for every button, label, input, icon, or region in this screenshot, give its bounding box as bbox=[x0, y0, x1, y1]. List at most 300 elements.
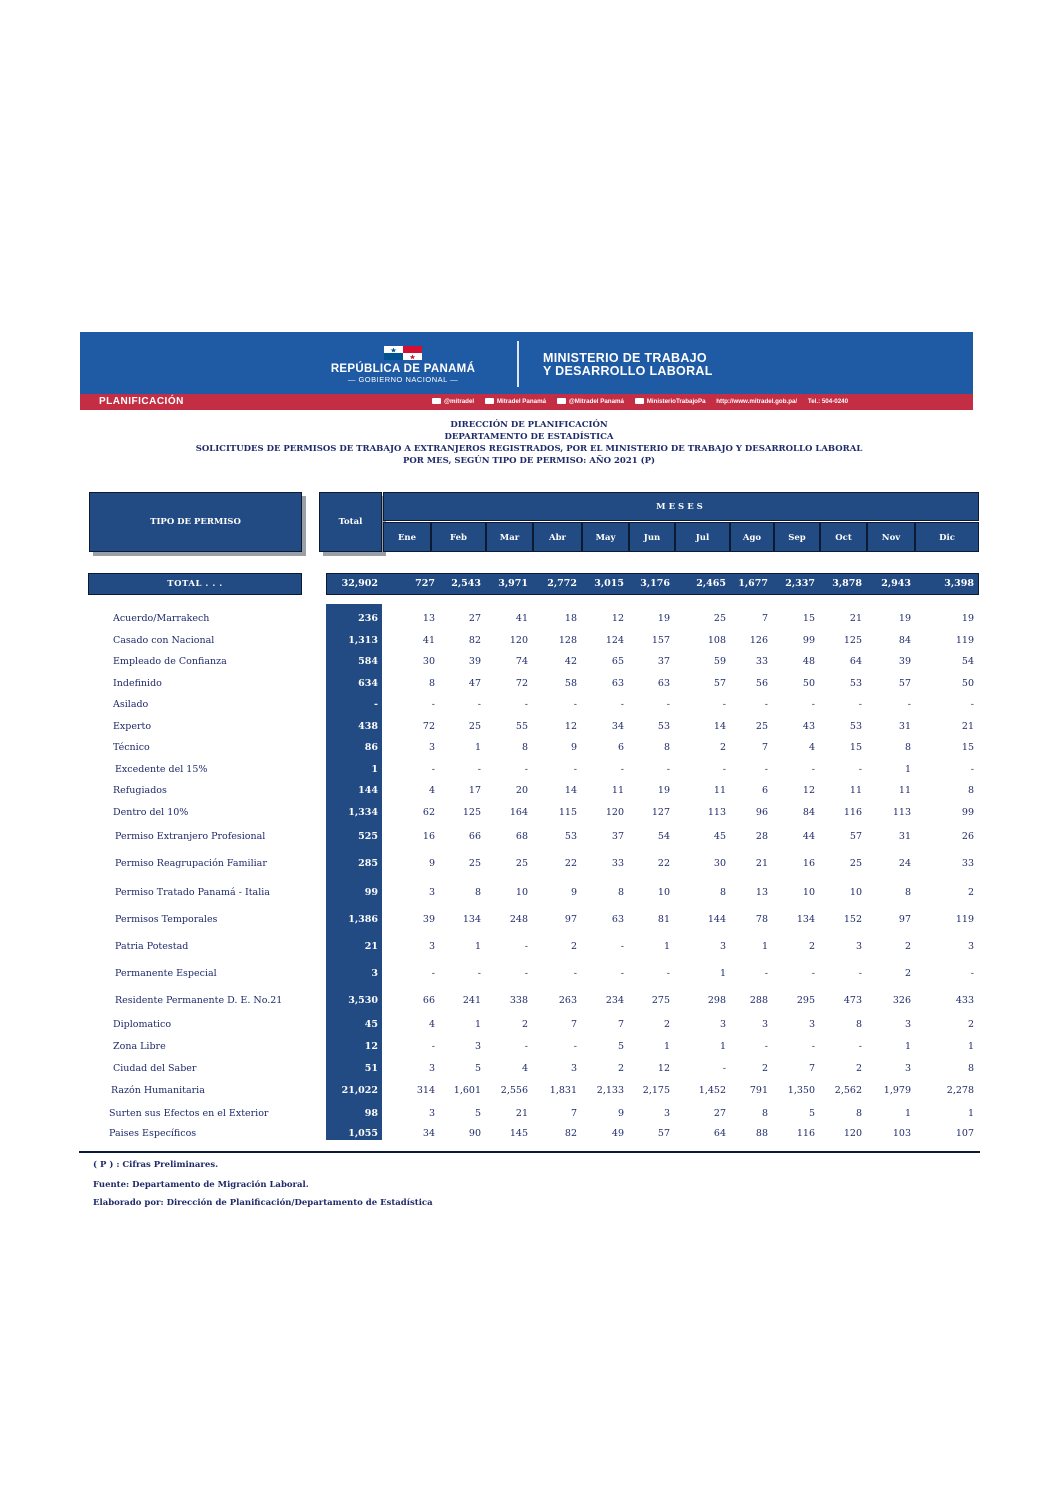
row-value-mar: 25 bbox=[515, 858, 528, 869]
row-value-nov: 1,979 bbox=[883, 1085, 911, 1096]
social-instagram bbox=[557, 398, 624, 405]
row-value-feb: 5 bbox=[474, 1063, 481, 1074]
row-value-ago: 1 bbox=[761, 941, 768, 952]
row-value-abr: 53 bbox=[564, 831, 577, 842]
row-value-sep: 2 bbox=[808, 941, 815, 952]
row-value-dic: 26 bbox=[961, 831, 974, 842]
row-value-sep: 10 bbox=[802, 887, 815, 898]
row-value-jun: - bbox=[666, 968, 670, 979]
row-value-may: 5 bbox=[617, 1041, 624, 1052]
row-value-feb: 17 bbox=[468, 785, 481, 796]
social-twitter bbox=[432, 398, 474, 405]
total-row-dic: 3,398 bbox=[944, 578, 974, 589]
row-value-jul: 59 bbox=[713, 656, 726, 667]
row-value-may: 33 bbox=[611, 858, 624, 869]
row-value-jul: 2 bbox=[719, 742, 726, 753]
row-value-oct: 8 bbox=[855, 1108, 862, 1119]
row-value-ene: 3 bbox=[428, 1063, 435, 1074]
row-value-sep: 15 bbox=[802, 613, 815, 624]
row-value-nov: 1 bbox=[904, 1108, 911, 1119]
row-value-ene: 4 bbox=[428, 1019, 435, 1030]
row-value-jul: 113 bbox=[707, 807, 726, 818]
row-value-sep: - bbox=[811, 1041, 815, 1052]
row-label: Experto bbox=[113, 721, 152, 732]
month-header-jun: Jun bbox=[629, 522, 675, 552]
row-value-feb: 3 bbox=[474, 1041, 481, 1052]
heading-department: DEPARTAMENTO DE ESTADÍSTICA bbox=[444, 432, 614, 442]
row-value-ene: 314 bbox=[416, 1085, 435, 1096]
month-header-abr: Abr bbox=[533, 522, 582, 552]
row-value-feb: - bbox=[477, 699, 481, 710]
row-label: Residente Permanente D. E. No.21 bbox=[115, 995, 283, 1006]
heading-subtitle: POR MES, SEGÚN TIPO DE PERMISO: AÑO 2021 (P) bbox=[402, 456, 656, 466]
row-value-nov: 8 bbox=[904, 742, 911, 753]
row-value-mar: - bbox=[524, 699, 528, 710]
row-value-ago: 6 bbox=[761, 785, 768, 796]
social-facebook bbox=[485, 398, 546, 405]
row-value-nov: 113 bbox=[892, 807, 911, 818]
row-value-sep: 50 bbox=[802, 678, 815, 689]
heading-title: SOLICITUDES DE PERMISOS DE TRABAJO A EXTRANJEROS REGISTRADOS, POR EL MINISTERIO DE TRABAJO Y DESARROLLO LABORAL bbox=[195, 444, 863, 454]
section-strip bbox=[80, 394, 973, 410]
row-label: Excedente del 15% bbox=[115, 764, 208, 775]
row-value-may: 120 bbox=[605, 807, 624, 818]
row-value-jun: 81 bbox=[657, 914, 670, 925]
row-value-ene: 3 bbox=[428, 1108, 435, 1119]
row-value-abr: 115 bbox=[558, 807, 577, 818]
row-value-may: 234 bbox=[605, 995, 624, 1006]
row-value-nov: 11 bbox=[898, 785, 911, 796]
row-total: 285 bbox=[358, 858, 378, 869]
table-bottom-rule bbox=[79, 1151, 980, 1153]
row-value-jun: 157 bbox=[651, 635, 670, 646]
row-value-abr: 58 bbox=[564, 678, 577, 689]
row-label: Permiso Tratado Panamá - Italia bbox=[115, 887, 270, 898]
row-value-ago: - bbox=[764, 699, 768, 710]
row-value-jun: 275 bbox=[651, 995, 670, 1006]
row-value-abr: - bbox=[573, 764, 577, 775]
row-label: Permiso Reagrupación Familiar bbox=[115, 858, 267, 869]
row-value-mar: 41 bbox=[515, 613, 528, 624]
row-value-oct: 2 bbox=[855, 1063, 862, 1074]
ministry-line-1: MINISTERIO DE TRABAJO bbox=[543, 351, 707, 365]
row-value-feb: - bbox=[477, 764, 481, 775]
row-value-dic: 50 bbox=[961, 678, 974, 689]
row-value-dic: 54 bbox=[961, 656, 974, 667]
row-value-may: 34 bbox=[611, 721, 624, 732]
row-label: Casado con Nacional bbox=[113, 635, 215, 646]
row-value-ene: 62 bbox=[422, 807, 435, 818]
row-value-oct: 57 bbox=[849, 831, 862, 842]
row-value-oct: 64 bbox=[849, 656, 862, 667]
row-label: Zona Libre bbox=[113, 1041, 166, 1052]
row-value-jun: 53 bbox=[657, 721, 670, 732]
header-banner bbox=[80, 332, 973, 394]
row-value-jun: 1 bbox=[663, 941, 670, 952]
row-total: 1,313 bbox=[348, 635, 378, 646]
row-value-dic: 15 bbox=[961, 742, 974, 753]
section-label: PLANIFICACIÓN bbox=[99, 396, 184, 407]
row-value-dic: 107 bbox=[955, 1128, 974, 1139]
row-value-feb: 82 bbox=[468, 635, 481, 646]
total-row-mar: 3,971 bbox=[498, 578, 528, 589]
total-row-jul: 2,465 bbox=[696, 578, 726, 589]
row-value-may: 37 bbox=[611, 831, 624, 842]
row-value-oct: 53 bbox=[849, 721, 862, 732]
row-value-nov: 39 bbox=[898, 656, 911, 667]
row-value-mar: 10 bbox=[515, 887, 528, 898]
row-value-dic: 3 bbox=[967, 941, 974, 952]
row-value-oct: 11 bbox=[849, 785, 862, 796]
social-web: http://www.mitradel.gob.pa/ bbox=[716, 398, 798, 405]
row-value-oct: 152 bbox=[843, 914, 862, 925]
total-row-abr: 2,772 bbox=[547, 578, 577, 589]
row-value-dic: 2 bbox=[967, 1019, 974, 1030]
row-value-mar: 164 bbox=[509, 807, 528, 818]
row-value-jun: 19 bbox=[657, 613, 670, 624]
row-total: 21 bbox=[364, 941, 378, 952]
row-label: Paises Específicos bbox=[109, 1128, 197, 1139]
total-row-oct: 3,878 bbox=[832, 578, 862, 589]
row-value-ago: - bbox=[764, 968, 768, 979]
month-header-ago: Ago bbox=[730, 522, 774, 552]
row-value-dic: 119 bbox=[955, 635, 974, 646]
row-value-feb: 1 bbox=[474, 1019, 481, 1030]
row-label: Empleado de Confianza bbox=[113, 656, 227, 667]
row-value-jun: 3 bbox=[663, 1108, 670, 1119]
row-value-mar: - bbox=[524, 1041, 528, 1052]
row-value-sep: 16 bbox=[802, 858, 815, 869]
row-value-jul: 45 bbox=[713, 831, 726, 842]
row-value-feb: 66 bbox=[468, 831, 481, 842]
row-label: Surten sus Efectos en el Exterior bbox=[109, 1108, 269, 1119]
row-value-ago: 21 bbox=[755, 858, 768, 869]
row-value-jun: 8 bbox=[663, 742, 670, 753]
row-total: - bbox=[374, 699, 378, 710]
row-total: 45 bbox=[364, 1019, 378, 1030]
republic-name: REPÚBLICA DE PANAMÁ bbox=[330, 363, 476, 375]
row-value-abr: 22 bbox=[564, 858, 577, 869]
row-value-sep: 3 bbox=[808, 1019, 815, 1030]
row-value-jul: 11 bbox=[713, 785, 726, 796]
ministry-name bbox=[543, 352, 713, 378]
row-value-nov: 1 bbox=[904, 1041, 911, 1052]
row-value-jul: 57 bbox=[713, 678, 726, 689]
row-value-sep: 4 bbox=[808, 742, 815, 753]
row-value-ago: 88 bbox=[755, 1128, 768, 1139]
row-value-jun: 57 bbox=[657, 1128, 670, 1139]
row-label: Permiso Extranjero Profesional bbox=[115, 831, 266, 842]
total-row-total: 32,902 bbox=[341, 578, 378, 589]
row-value-sep: 7 bbox=[808, 1063, 815, 1074]
row-value-dic: 8 bbox=[967, 785, 974, 796]
row-total: 21,022 bbox=[341, 1085, 378, 1096]
row-value-nov: 1 bbox=[904, 764, 911, 775]
instagram-icon bbox=[557, 398, 566, 404]
row-value-may: - bbox=[620, 941, 624, 952]
row-value-mar: - bbox=[524, 941, 528, 952]
social-youtube-text: MinisterioTrabajoPa bbox=[646, 398, 706, 405]
social-links bbox=[432, 398, 857, 405]
row-value-ago: 126 bbox=[749, 635, 768, 646]
row-value-sep: 44 bbox=[802, 831, 815, 842]
row-value-jul: 1 bbox=[719, 968, 726, 979]
row-value-jul: - bbox=[722, 764, 726, 775]
month-header-nov: Nov bbox=[867, 522, 915, 552]
row-value-feb: 90 bbox=[468, 1128, 481, 1139]
row-value-oct: 2,562 bbox=[834, 1085, 862, 1096]
row-value-ago: 288 bbox=[749, 995, 768, 1006]
row-value-oct: 125 bbox=[843, 635, 862, 646]
social-twitter-text: @mitradel bbox=[444, 398, 475, 405]
row-value-jul: 27 bbox=[713, 1108, 726, 1119]
row-value-nov: 84 bbox=[898, 635, 911, 646]
row-value-nov: 24 bbox=[898, 858, 911, 869]
row-value-may: 49 bbox=[611, 1128, 624, 1139]
footnote-preliminary: ( P ) : Cifras Preliminares. bbox=[93, 1160, 219, 1170]
row-value-nov: 8 bbox=[904, 887, 911, 898]
row-value-abr: - bbox=[573, 968, 577, 979]
row-value-feb: 125 bbox=[462, 807, 481, 818]
row-value-abr: 2 bbox=[570, 941, 577, 952]
row-total: 144 bbox=[358, 785, 378, 796]
row-value-dic: 99 bbox=[961, 807, 974, 818]
row-value-dic: 119 bbox=[955, 914, 974, 925]
row-value-sep: 295 bbox=[796, 995, 815, 1006]
row-value-ene: 30 bbox=[422, 656, 435, 667]
row-total: 236 bbox=[358, 613, 378, 624]
row-value-ago: 33 bbox=[755, 656, 768, 667]
row-value-ago: 8 bbox=[761, 1108, 768, 1119]
row-total: 3,530 bbox=[348, 995, 378, 1006]
row-label: Técnico bbox=[113, 742, 150, 753]
row-value-abr: 9 bbox=[570, 742, 577, 753]
row-value-sep: - bbox=[811, 699, 815, 710]
row-value-feb: 1,601 bbox=[453, 1085, 481, 1096]
row-total: 584 bbox=[358, 656, 378, 667]
row-value-dic: 1 bbox=[967, 1108, 974, 1119]
row-value-jul: 30 bbox=[713, 858, 726, 869]
row-total: 525 bbox=[358, 831, 378, 842]
month-header-dic: Dic bbox=[915, 522, 979, 552]
row-value-mar: 338 bbox=[509, 995, 528, 1006]
row-value-oct: - bbox=[858, 699, 862, 710]
row-value-ene: - bbox=[431, 699, 435, 710]
month-header-feb: Feb bbox=[431, 522, 486, 552]
row-value-feb: 1 bbox=[474, 742, 481, 753]
row-value-nov: 2 bbox=[904, 941, 911, 952]
row-total: 1,055 bbox=[348, 1128, 378, 1139]
row-total: 98 bbox=[364, 1108, 378, 1119]
row-value-may: 65 bbox=[611, 656, 624, 667]
row-value-sep: 1,350 bbox=[787, 1085, 815, 1096]
month-header-oct: Oct bbox=[820, 522, 867, 552]
row-value-jun: - bbox=[666, 699, 670, 710]
row-value-may: 6 bbox=[617, 742, 624, 753]
row-value-jun: 19 bbox=[657, 785, 670, 796]
row-value-ene: 13 bbox=[422, 613, 435, 624]
row-value-abr: 42 bbox=[564, 656, 577, 667]
row-value-jul: 3 bbox=[719, 1019, 726, 1030]
row-value-dic: 1 bbox=[967, 1041, 974, 1052]
row-value-ene: 8 bbox=[428, 678, 435, 689]
row-label: Permanente Especial bbox=[115, 968, 217, 979]
row-value-oct: 25 bbox=[849, 858, 862, 869]
row-value-jun: - bbox=[666, 764, 670, 775]
row-value-feb: 25 bbox=[468, 721, 481, 732]
row-value-may: 63 bbox=[611, 678, 624, 689]
row-label: Diplomatico bbox=[113, 1019, 172, 1030]
total-row-nov: 2,943 bbox=[881, 578, 911, 589]
row-value-ago: 13 bbox=[755, 887, 768, 898]
month-header-ene: Ene bbox=[383, 522, 431, 552]
row-value-jun: 12 bbox=[657, 1063, 670, 1074]
row-value-may: 12 bbox=[611, 613, 624, 624]
row-value-ene: - bbox=[431, 1041, 435, 1052]
row-value-abr: 7 bbox=[570, 1019, 577, 1030]
row-value-ene: 9 bbox=[428, 858, 435, 869]
row-label: Acuerdo/Marrakech bbox=[113, 613, 210, 624]
total-row-ago: 1,677 bbox=[738, 578, 768, 589]
row-label: Patria Potestad bbox=[115, 941, 189, 952]
row-value-oct: 53 bbox=[849, 678, 862, 689]
row-value-may: 124 bbox=[605, 635, 624, 646]
row-value-sep: 116 bbox=[796, 1128, 815, 1139]
row-value-ago: - bbox=[764, 764, 768, 775]
row-value-ene: 66 bbox=[422, 995, 435, 1006]
social-facebook-text: Mitradel Panamá bbox=[496, 398, 547, 405]
row-value-jun: 1 bbox=[663, 1041, 670, 1052]
row-value-nov: 97 bbox=[898, 914, 911, 925]
row-total: 99 bbox=[364, 887, 378, 898]
row-label: Permisos Temporales bbox=[115, 914, 218, 925]
row-label: Indefinido bbox=[113, 678, 162, 689]
row-value-may: 63 bbox=[611, 914, 624, 925]
row-value-ene: 3 bbox=[428, 742, 435, 753]
row-value-may: - bbox=[620, 764, 624, 775]
row-value-oct: 15 bbox=[849, 742, 862, 753]
row-value-mar: 120 bbox=[509, 635, 528, 646]
row-total: 51 bbox=[364, 1063, 378, 1074]
row-value-dic: 19 bbox=[961, 613, 974, 624]
row-value-jun: 2 bbox=[663, 1019, 670, 1030]
row-value-abr: 9 bbox=[570, 887, 577, 898]
row-value-mar: 68 bbox=[515, 831, 528, 842]
row-value-jul: 25 bbox=[713, 613, 726, 624]
row-value-nov: 57 bbox=[898, 678, 911, 689]
row-value-jun: 127 bbox=[651, 807, 670, 818]
row-label: Razón Humanitaria bbox=[111, 1085, 205, 1096]
row-value-oct: - bbox=[858, 764, 862, 775]
row-value-sep: 5 bbox=[808, 1108, 815, 1119]
row-value-nov: 103 bbox=[892, 1128, 911, 1139]
footnote-source: Fuente: Departamento de Migración Laboral. bbox=[93, 1180, 309, 1190]
row-value-mar: 248 bbox=[509, 914, 528, 925]
row-total: 1 bbox=[371, 764, 378, 775]
row-value-may: 2 bbox=[617, 1063, 624, 1074]
header-tipo-permiso: TIPO DE PERMISO bbox=[89, 492, 302, 552]
row-value-sep: 48 bbox=[802, 656, 815, 667]
row-value-oct: - bbox=[858, 1041, 862, 1052]
row-value-mar: 74 bbox=[515, 656, 528, 667]
row-value-may: 11 bbox=[611, 785, 624, 796]
row-value-oct: 21 bbox=[849, 613, 862, 624]
row-value-abr: 1,831 bbox=[549, 1085, 577, 1096]
row-value-oct: 473 bbox=[843, 995, 862, 1006]
row-value-ene: - bbox=[431, 764, 435, 775]
row-value-may: - bbox=[620, 968, 624, 979]
row-value-jul: 14 bbox=[713, 721, 726, 732]
row-value-nov: - bbox=[907, 699, 911, 710]
row-label: Dentro del 10% bbox=[113, 807, 189, 818]
row-value-abr: 18 bbox=[564, 613, 577, 624]
row-value-nov: 31 bbox=[898, 721, 911, 732]
row-value-nov: 3 bbox=[904, 1019, 911, 1030]
row-value-oct: 8 bbox=[855, 1019, 862, 1030]
row-value-ene: 41 bbox=[422, 635, 435, 646]
row-value-mar: 20 bbox=[515, 785, 528, 796]
social-instagram-text: @Mitradel Panamá bbox=[568, 398, 624, 405]
row-value-abr: 7 bbox=[570, 1108, 577, 1119]
row-value-oct: 3 bbox=[855, 941, 862, 952]
row-value-sep: - bbox=[811, 764, 815, 775]
row-value-ago: - bbox=[764, 1041, 768, 1052]
row-value-ago: 78 bbox=[755, 914, 768, 925]
header-meses: MESES bbox=[383, 492, 979, 521]
row-value-feb: 27 bbox=[468, 613, 481, 624]
row-value-sep: - bbox=[811, 968, 815, 979]
row-value-ago: 7 bbox=[761, 742, 768, 753]
row-value-dic: 33 bbox=[961, 858, 974, 869]
row-value-jun: 63 bbox=[657, 678, 670, 689]
row-value-ene: 72 bbox=[422, 721, 435, 732]
row-value-nov: 3 bbox=[904, 1063, 911, 1074]
total-row-may: 3,015 bbox=[594, 578, 624, 589]
row-value-ene: 16 bbox=[422, 831, 435, 842]
row-value-may: 2,133 bbox=[596, 1085, 624, 1096]
row-value-dic: 8 bbox=[967, 1063, 974, 1074]
row-value-mar: 145 bbox=[509, 1128, 528, 1139]
row-value-mar: 4 bbox=[521, 1063, 528, 1074]
row-value-nov: 31 bbox=[898, 831, 911, 842]
row-value-mar: 8 bbox=[521, 742, 528, 753]
social-phone: Tel.: 504-0240 bbox=[807, 398, 849, 405]
row-value-mar: - bbox=[524, 968, 528, 979]
heading-direction: DIRECCIÓN DE PLANIFICACIÓN bbox=[450, 420, 608, 430]
row-value-jul: 144 bbox=[707, 914, 726, 925]
row-value-jul: 1,452 bbox=[698, 1085, 726, 1096]
total-label: TOTAL . . . bbox=[88, 573, 302, 595]
row-value-feb: 47 bbox=[468, 678, 481, 689]
row-value-ago: 7 bbox=[761, 613, 768, 624]
row-value-mar: 2 bbox=[521, 1019, 528, 1030]
row-value-ago: 3 bbox=[761, 1019, 768, 1030]
row-value-jul: 108 bbox=[707, 635, 726, 646]
row-value-oct: 116 bbox=[843, 807, 862, 818]
row-value-jun: 2,175 bbox=[642, 1085, 670, 1096]
row-value-sep: 99 bbox=[802, 635, 815, 646]
row-value-abr: 128 bbox=[558, 635, 577, 646]
row-value-feb: 8 bbox=[474, 887, 481, 898]
row-total: 1,386 bbox=[348, 914, 378, 925]
government-label: — GOBIERNO NACIONAL — bbox=[347, 375, 459, 384]
row-value-sep: 43 bbox=[802, 721, 815, 732]
row-value-dic: 2 bbox=[967, 887, 974, 898]
row-total: 634 bbox=[358, 678, 378, 689]
row-value-jun: 37 bbox=[657, 656, 670, 667]
row-value-jun: 54 bbox=[657, 831, 670, 842]
panama-flag-icon bbox=[384, 346, 422, 360]
